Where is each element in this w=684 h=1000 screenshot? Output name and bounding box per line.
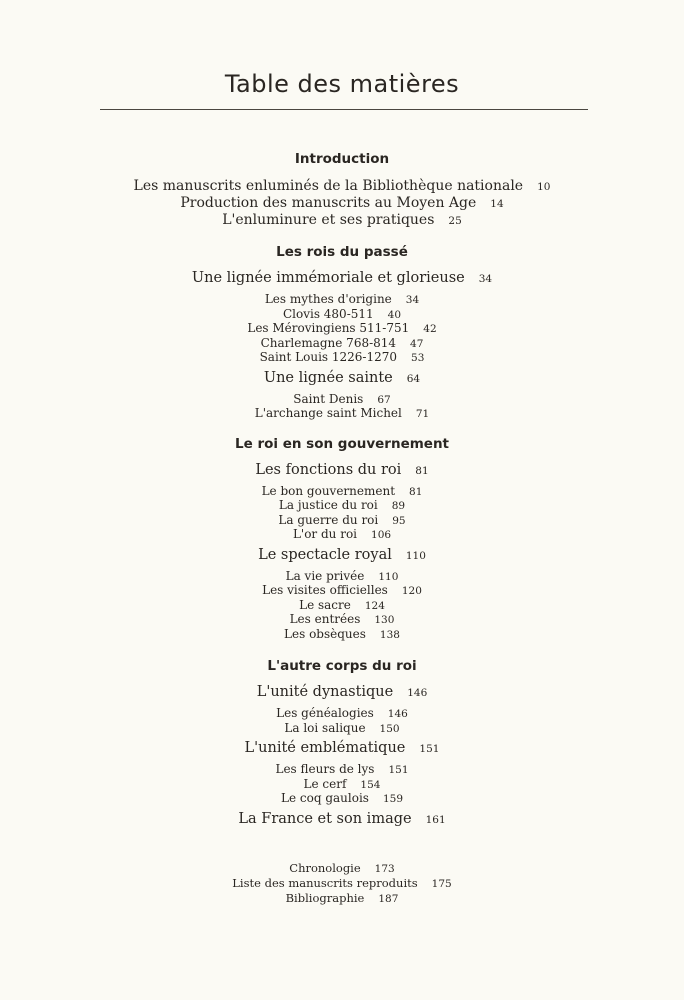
toc-chapter — [0, 679, 684, 706]
toc-subentry — [0, 498, 684, 513]
toc-subentry-label: Les visites officielles — [262, 583, 388, 597]
toc-subentry-label: La loi salique — [284, 720, 366, 735]
toc-page-number: 187 — [378, 892, 399, 905]
toc-page-number: 64 — [406, 372, 421, 385]
toc-chapter-label: L'unité emblématique — [244, 740, 406, 756]
toc-page-number: 10 — [537, 181, 551, 193]
toc-page-number: 124 — [364, 599, 385, 612]
toc-chapter-label: Les fonctions du roi — [255, 461, 402, 478]
toc-page-number: 106 — [371, 529, 392, 541]
toc-page-number: 40 — [387, 308, 402, 321]
toc-subentry-label: Le coq gaulois — [281, 791, 369, 805]
section-heading-autre-corps: L'autre corps du roi — [267, 658, 417, 674]
toc-page-number: 154 — [360, 778, 381, 791]
toc-subentry-label: Les Mérovingiens 511-751 — [247, 321, 410, 335]
toc-subentry — [0, 721, 684, 736]
toc-backmatter-entry — [0, 891, 684, 906]
toc-subentry — [0, 406, 684, 421]
toc-entry-label: Les manuscrits enluminés de la Bibliothèque nationale — [133, 178, 524, 194]
toc-entry — [0, 212, 684, 229]
toc-subentry-label: La justice du roi — [278, 498, 378, 512]
toc-entry-label: L'enluminure et ses pratiques — [222, 212, 435, 228]
toc-subentry — [0, 777, 684, 792]
toc-subentry — [0, 569, 684, 584]
toc-subentry — [0, 583, 684, 598]
toc-subentry — [0, 484, 684, 499]
toc-page-number: 120 — [401, 585, 422, 597]
toc-entry-label: Production des manuscrits au Moyen Age — [180, 195, 477, 211]
toc-subentry-label: Le bon gouvernement — [261, 483, 396, 498]
toc-subentry-label: Les généalogies — [276, 706, 374, 720]
toc-subentry-label: Saint Denis — [293, 391, 364, 406]
toc-subentry-label: L'archange saint Michel — [254, 406, 402, 420]
toc-subentry-label: L'or du roi — [292, 527, 358, 541]
toc-subentry-label: Charlemagne 768-814 — [260, 335, 397, 350]
section-heading-gouvernement: Le roi en son gouvernement — [234, 435, 450, 452]
toc-page-number: 89 — [391, 500, 406, 512]
toc-page-number: 146 — [387, 708, 408, 720]
toc-chapter-label: L'unité dynastique — [256, 684, 394, 700]
toc-subentry — [0, 762, 684, 777]
toc-subentry — [0, 321, 684, 336]
toc-chapter-label: Une lignée immémoriale et glorieuse — [191, 270, 465, 286]
toc-subentry — [0, 307, 684, 322]
toc-page-number: 175 — [431, 877, 452, 890]
toc-subentry-label: Les entrées — [289, 612, 361, 626]
toc-page-number: 110 — [378, 570, 399, 583]
toc-chapter-label: Une lignée sainte — [263, 369, 393, 386]
toc-page-number: 151 — [388, 764, 409, 776]
toc-subentry — [0, 350, 684, 365]
toc-subentry — [0, 706, 684, 721]
toc-subentry-label: Le cerf — [303, 776, 347, 791]
toc-chapter — [0, 365, 684, 392]
toc-page-number: 34 — [405, 294, 420, 306]
toc-chapter — [0, 735, 684, 762]
toc-subentry — [0, 392, 684, 407]
toc-entry-label: Bibliographie — [285, 890, 365, 905]
toc-chapter — [0, 542, 684, 569]
toc-subentry-label: Les mythes d'origine — [264, 292, 392, 306]
toc-entry — [0, 195, 684, 212]
toc-subentry — [0, 627, 684, 642]
toc-page-number: 138 — [379, 628, 400, 641]
toc-page-number: 151 — [419, 743, 440, 755]
toc-chapter — [0, 265, 684, 292]
table-of-contents — [0, 146, 684, 906]
toc-page-number: 95 — [392, 514, 406, 527]
toc-subentry — [0, 598, 684, 613]
toc-subentry — [0, 527, 684, 542]
toc-page-number: 53 — [411, 352, 425, 364]
toc-page-number: 173 — [374, 862, 395, 875]
toc-page-number: 81 — [415, 464, 429, 477]
toc-backmatter-entry — [0, 876, 684, 891]
toc-page-number: 67 — [377, 393, 391, 406]
toc-page-number: 150 — [379, 722, 400, 735]
toc-page-number: 71 — [415, 408, 430, 420]
toc-chapter-label: La France et son image — [238, 810, 412, 827]
toc-page-number: 47 — [410, 337, 424, 350]
toc-entry-label: Chronologie — [289, 860, 361, 875]
toc-subentry-label: La vie privée — [285, 568, 365, 583]
toc-subentry-label: Les fleurs de lys — [275, 762, 375, 776]
toc-chapter — [0, 457, 684, 484]
toc-backmatter-entry — [0, 861, 684, 876]
toc-page-number: 42 — [423, 323, 437, 335]
toc-subentry-label: Les obsèques — [284, 626, 366, 641]
toc-page-number: 25 — [448, 215, 462, 227]
toc-subentry-label: Le sacre — [299, 597, 351, 612]
section-heading-introduction: Introduction — [294, 151, 390, 167]
page-title: Table des matières — [224, 70, 460, 98]
toc-page-number: 146 — [407, 687, 428, 699]
toc-page-number: 130 — [374, 614, 395, 626]
toc-subentry — [0, 292, 684, 307]
toc-subentry-label: Clovis 480-511 — [282, 306, 374, 321]
toc-subentry — [0, 791, 684, 806]
toc-subentry — [0, 513, 684, 528]
toc-entry — [0, 178, 684, 195]
section-heading-rois-du-passe: Les rois du passé — [276, 244, 408, 260]
toc-page-number: 14 — [490, 198, 504, 210]
toc-subentry-label: La guerre du roi — [278, 512, 379, 527]
title-divider — [100, 109, 588, 110]
toc-entry-label: Liste des manuscrits reproduits — [232, 875, 418, 890]
toc-subentry — [0, 336, 684, 351]
toc-page-number: 161 — [425, 813, 446, 826]
toc-chapter — [0, 806, 684, 833]
toc-subentry-label: Saint Louis 1226-1270 — [259, 350, 398, 364]
toc-page-number: 159 — [382, 793, 403, 805]
toc-page-number: 34 — [478, 273, 493, 285]
toc-chapter-label: Le spectacle royal — [258, 546, 392, 563]
toc-page-number: 110 — [405, 549, 426, 562]
toc-page-number: 81 — [409, 485, 423, 498]
toc-subentry — [0, 612, 684, 627]
